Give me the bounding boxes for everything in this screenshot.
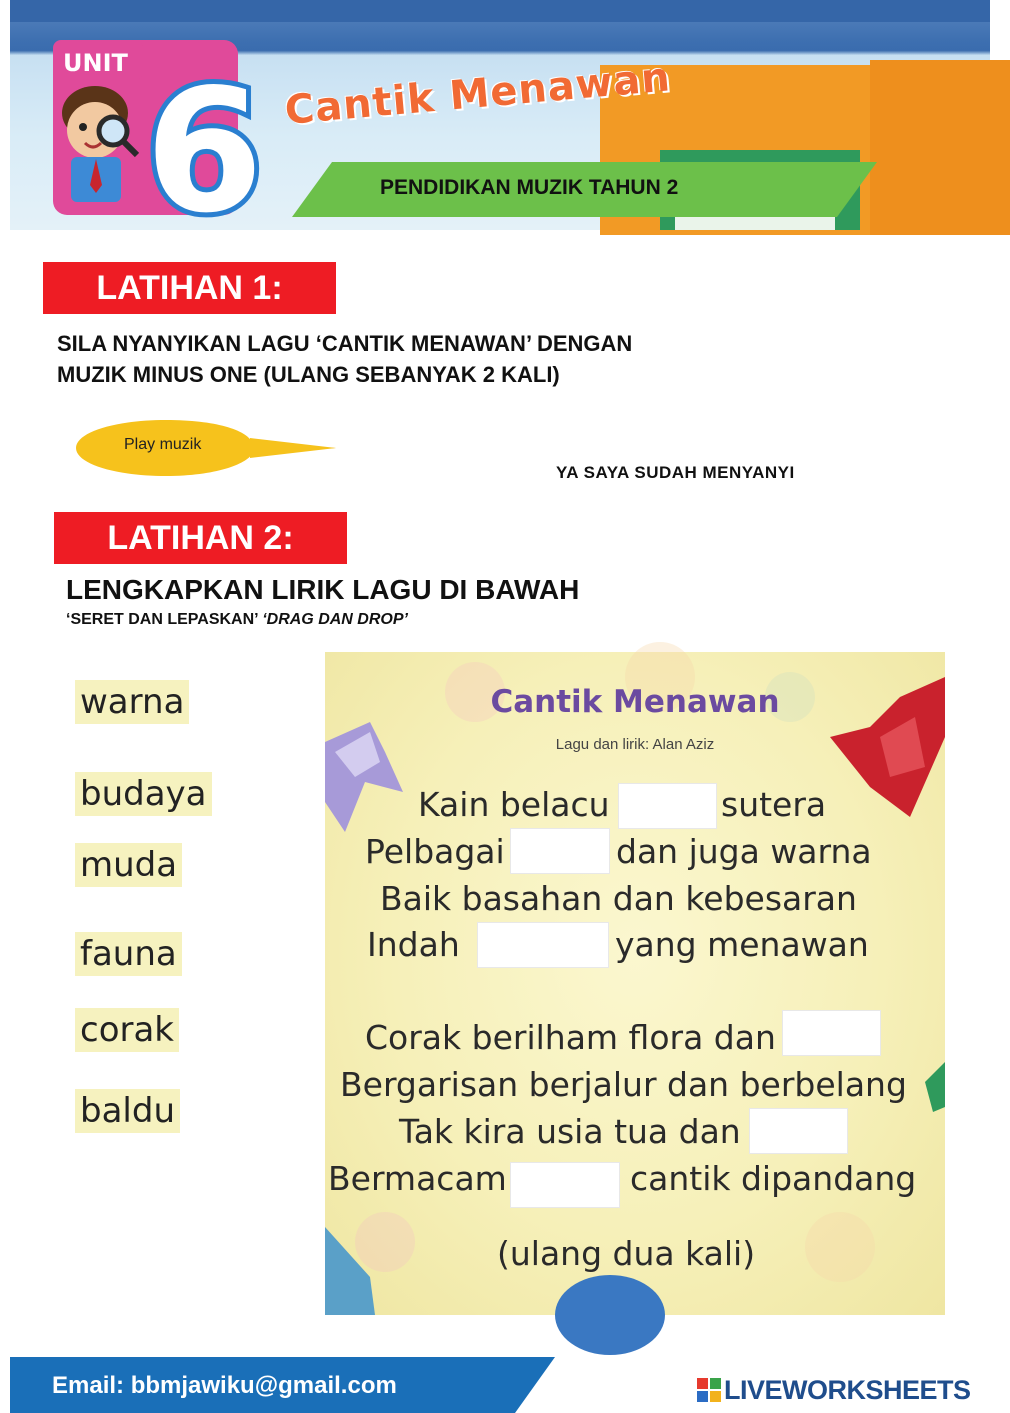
drag-instruction-english: ‘DRAG DAN DROP’ [262,611,408,628]
drop-zone-4[interactable] [782,1010,881,1056]
latihan-2-heading: LATIHAN 2: [54,512,347,564]
song-credit: Lagu dan lirik: Alan Aziz [555,736,715,753]
drop-zone-1[interactable] [618,783,717,829]
drop-zone-2[interactable] [510,828,610,874]
latihan-2-instruction: LENGKAPKAN LIRIK LAGU DI BAWAH [66,574,580,605]
banner-top-stripe [10,0,990,22]
play-music-label[interactable]: Play muzik [124,436,202,453]
sung-confirmation-option[interactable]: YA SAYA SUDAH MENYANYI [556,463,795,482]
lyric-line-1a: Kain belacu [418,785,610,824]
subject-label: PENDIDIKAN MUZIK TAHUN 2 [380,176,679,199]
word-chip-corak[interactable]: corak [75,1008,179,1052]
teal-fabric-icon [325,1227,375,1315]
play-bubble-tail[interactable] [250,436,340,460]
lyric-line-7a: Tak kira usia tua dan [399,1112,741,1151]
latihan-2-subinstruction [66,611,408,629]
word-chip-fauna[interactable]: fauna [75,932,182,976]
song-title: Cantik Menawan [490,684,780,720]
blue-fabric-icon [555,1267,665,1315]
decor-dot [805,1212,875,1282]
lyric-line-4a: Indah [367,925,460,964]
lyric-line-2a: Pelbagai [365,832,505,871]
magnifying-glass-icon [99,117,127,145]
lyrics-card [325,652,945,1315]
word-chip-muda[interactable]: muda [75,843,182,887]
latihan-1-heading: LATIHAN 1: [43,262,336,314]
drop-zone-5[interactable] [749,1108,848,1154]
drop-zone-3[interactable] [477,922,609,968]
boy-eye-icon [79,123,87,131]
lyric-line-1b: sutera [721,785,827,824]
play-bubble-tail-shape[interactable] [250,438,336,458]
banner-title: Cantik Menawan [282,54,673,134]
lyric-line-3: Baik basahan dan kebesaran [380,879,857,918]
unit-word: UNIT [63,49,128,77]
unit-badge [45,35,264,251]
footer-email: Email: bbmjawiku@gmail.com [52,1372,397,1399]
liveworksheets-logo-icon [697,1378,721,1402]
lyric-line-8a: Bermacam [328,1159,507,1198]
lyric-line-4b: yang menawan [615,925,869,964]
lyric-repeat: (ulang dua kali) [497,1234,756,1273]
latihan-1-instruction-line-2: MUZIK MINUS ONE (ULANG SEBANYAK 2 KALI) [57,362,560,387]
drag-instruction-malay: ‘SERET DAN LEPASKAN’ [66,611,258,628]
latihan-1-instruction-line-1: SILA NYANYIKAN LAGU ‘CANTIK MENAWAN’ DENGAN [57,331,633,356]
lyric-line-8b: cantik dipandang [630,1159,917,1198]
lyric-line-5a: Corak berilham flora dan [365,1018,776,1057]
unit-number: 6 [145,53,264,251]
drop-zone-6[interactable] [510,1162,620,1208]
word-chip-baldu[interactable]: baldu [75,1089,180,1133]
word-chip-budaya[interactable]: budaya [75,772,212,816]
liveworksheets-brand[interactable]: LIVEWORKSHEETS [724,1375,971,1405]
lyric-line-2b: dan juga warna [616,832,872,871]
lyric-line-6: Bergarisan berjalur dan berbelang [340,1065,907,1104]
green-fabric-icon [925,1062,945,1112]
word-chip-warna[interactable]: warna [75,680,189,724]
banner-orange-panel-right [870,60,1010,235]
